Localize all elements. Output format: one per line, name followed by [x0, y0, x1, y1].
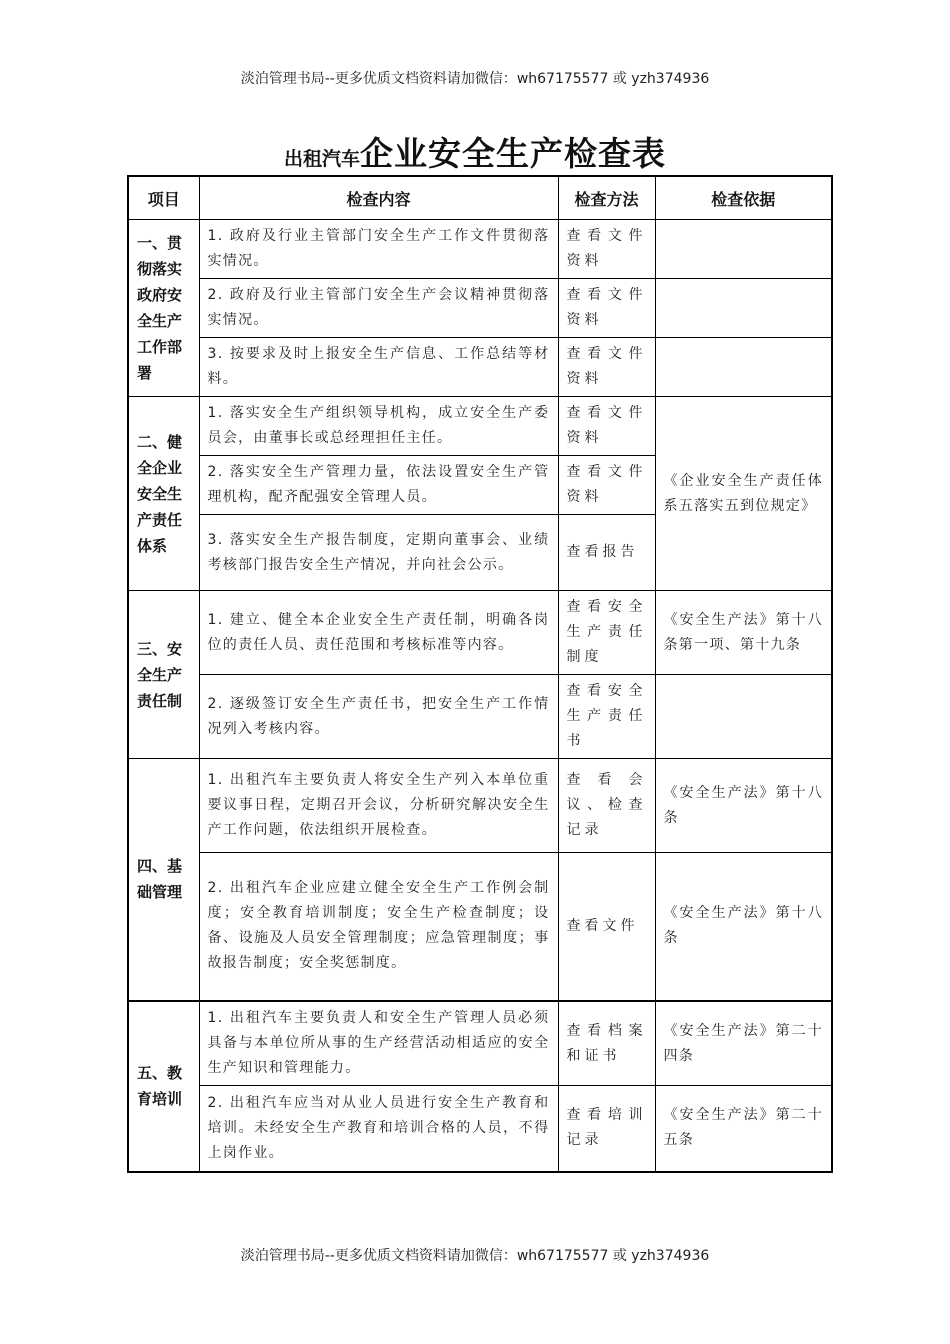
header-method: 检查方法: [558, 176, 655, 220]
content-cell: 1. 政府及行业主管部门安全生产工作文件贯彻落实情况。: [199, 220, 558, 279]
content-cell: 1. 建立、健全本企业安全生产责任制，明确各岗位的责任人员、责任范围和考核标准等内容。: [199, 591, 558, 675]
content-cell: 2. 落实安全生产管理力量，依法设置安全生产管理机构，配齐配强安全管理人员。: [199, 456, 558, 515]
category-cell: 四、基础管理: [128, 759, 199, 1001]
method-cell: 查看档案和证书: [558, 1001, 655, 1086]
method-cell: 查看报告: [558, 515, 655, 591]
basis-cell: 《企业安全生产责任体系五落实五到位规定》: [655, 397, 832, 591]
basis-cell: [655, 338, 832, 397]
method-cell: 查看文件资料: [558, 220, 655, 279]
header-watermark: 淡泊管理书局--更多优质文档资料请加微信：wh67175577 或 yzh374936: [240, 71, 710, 87]
table-row: [128, 675, 832, 759]
content-cell: 2. 出租汽车应当对从业人员进行安全生产教育和培训。未经安全生产教育和培训合格的人员，不得上岗作业。: [199, 1086, 558, 1172]
header-content: 检查内容: [199, 176, 558, 220]
table-row: [128, 220, 832, 279]
category-cell: 二、健全企业安全生产责任体系: [128, 397, 199, 591]
table-row: [128, 1086, 832, 1172]
title-prefix: 出租汽车: [283, 148, 360, 170]
footer-watermark: 淡泊管理书局--更多优质文档资料请加微信：wh67175577 或 yzh374936: [240, 1248, 710, 1264]
header-item: 项目: [128, 176, 199, 220]
table-row: [128, 338, 832, 397]
method-cell: 查看文件资料: [558, 456, 655, 515]
table-row: [128, 853, 832, 1001]
table-row: [128, 279, 832, 338]
basis-cell: [655, 675, 832, 759]
header-basis: 检查依据: [655, 176, 832, 220]
basis-cell: [655, 279, 832, 338]
safety-check-table: [127, 175, 833, 1002]
content-cell: 1. 出租汽车主要负责人和安全生产管理人员必须具备与本单位所从事的生产经营活动相适应的安全生产知识和管理能力。: [199, 1001, 558, 1086]
content-cell: 3. 落实安全生产报告制度，定期向董事会、业绩考核部门报告安全生产情况，并向社会公示。: [199, 515, 558, 591]
table-row: [128, 759, 832, 853]
content-cell: 1. 出租汽车主要负责人将安全生产列入本单位重要议事日程，定期召开会议，分析研究解决安全生产工作问题，依法组织开展检查。: [199, 759, 558, 853]
safety-check-table-continued: [127, 1000, 833, 1173]
content-cell: 2. 政府及行业主管部门安全生产会议精神贯彻落实情况。: [199, 279, 558, 338]
table-header-row: [128, 176, 832, 220]
title-main: 企业安全生产检查表: [360, 134, 666, 173]
page-title: [0, 128, 950, 175]
content-cell: 3. 按要求及时上报安全生产信息、工作总结等材料。: [199, 338, 558, 397]
method-cell: 查看文件资料: [558, 397, 655, 456]
method-cell: 查看安全生产责任制度: [558, 591, 655, 675]
category-cell: 五、教育培训: [128, 1001, 199, 1172]
basis-cell: 《安全生产法》第十八条: [655, 853, 832, 1001]
table-row: [128, 591, 832, 675]
method-cell: 查看会议、检查记录: [558, 759, 655, 853]
method-cell: 查看文件: [558, 853, 655, 1001]
basis-cell: [655, 220, 832, 279]
method-cell: 查看安全生产责任书: [558, 675, 655, 759]
category-cell: 一、贯彻落实政府安全生产工作部署: [128, 220, 199, 397]
content-cell: 1. 落实安全生产组织领导机构，成立安全生产委员会，由董事长或总经理担任主任。: [199, 397, 558, 456]
category-cell: 三、安全生产责任制: [128, 591, 199, 759]
basis-cell: 《安全生产法》第二十五条: [655, 1086, 832, 1172]
method-cell: 查看培训记录: [558, 1086, 655, 1172]
basis-cell: 《安全生产法》第十八条第一项、第十九条: [655, 591, 832, 675]
method-cell: 查看文件资料: [558, 338, 655, 397]
content-cell: 2. 出租汽车企业应建立健全安全生产工作例会制度；安全教育培训制度；安全生产检查制度；设备、设施及人员安全管理制度；应急管理制度；事故报告制度；安全奖惩制度。: [199, 853, 558, 1001]
table-row: [128, 1001, 832, 1086]
basis-cell: 《安全生产法》第十八条: [655, 759, 832, 853]
content-cell: 2. 逐级签订安全生产责任书，把安全生产工作情况列入考核内容。: [199, 675, 558, 759]
method-cell: 查看文件资料: [558, 279, 655, 338]
table-row: [128, 397, 832, 456]
basis-cell: 《安全生产法》第二十四条: [655, 1001, 832, 1086]
